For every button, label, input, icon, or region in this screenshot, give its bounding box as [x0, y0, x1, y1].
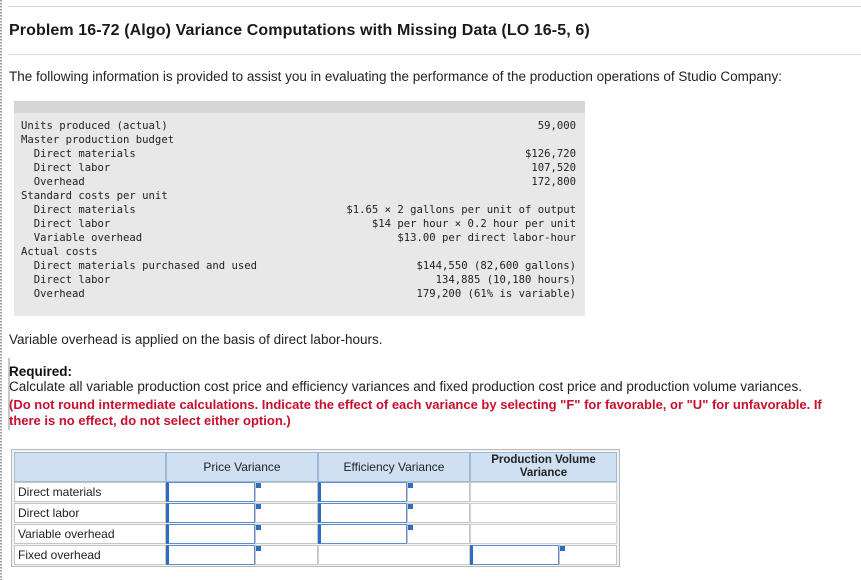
info-row — [14, 161, 585, 175]
info-value: 134,885 (10,180 hours) — [435, 274, 576, 286]
row-label-fixed-overhead: Fixed overhead — [14, 545, 166, 565]
header-blank-cell — [14, 452, 166, 482]
overhead-note: Variable overhead is applied on the basis of direct labor-hours. — [9, 332, 383, 347]
top-divider — [8, 6, 861, 7]
dm-volume-cell — [470, 482, 617, 502]
required-text: Calculate all variable production cost price and efficiency variances and fixed production cost price and production volume variances. — [9, 379, 802, 394]
info-label: Standard costs per unit — [21, 190, 168, 202]
info-row — [14, 259, 585, 273]
info-label: Direct materials — [21, 148, 136, 160]
voh-volume-cell — [470, 524, 617, 544]
info-label: Direct labor — [21, 162, 111, 174]
select-marker-icon — [408, 504, 413, 509]
required-label: Required: — [9, 364, 73, 379]
left-dotted-border — [0, 0, 2, 580]
info-row — [14, 231, 585, 245]
info-label: Overhead — [21, 176, 85, 188]
row-label-direct-labor: Direct labor — [14, 503, 166, 523]
row-label-direct-materials: Direct materials — [14, 482, 166, 502]
info-row — [14, 287, 585, 301]
foh-volume-effect-select[interactable] — [559, 545, 617, 565]
row-label-variable-overhead: Variable overhead — [14, 524, 166, 544]
info-value: $1.65 × 2 gallons per unit of output — [346, 204, 576, 216]
info-value: 172,800 — [531, 176, 576, 188]
info-label: Units produced (actual) — [21, 120, 168, 132]
header-production-volume-variance: Production Volume Variance — [470, 452, 617, 482]
info-row — [14, 133, 585, 147]
foh-efficiency-cell — [318, 545, 470, 565]
foh-price-amount-input[interactable] — [166, 545, 255, 565]
info-label: Direct materials purchased and used — [21, 260, 257, 272]
info-value: $14 per hour × 0.2 hour per unit — [371, 218, 576, 230]
info-value: $13.00 per direct labor-hour — [397, 232, 576, 244]
info-row — [14, 189, 585, 203]
info-row — [14, 119, 585, 133]
dm-price-amount-input[interactable] — [166, 482, 255, 502]
select-marker-icon — [560, 546, 565, 551]
header-efficiency-variance: Efficiency Variance — [318, 452, 470, 482]
foh-volume-amount-input[interactable] — [470, 545, 559, 565]
info-row — [14, 175, 585, 189]
voh-price-amount-input[interactable] — [166, 524, 255, 544]
info-label: Direct labor — [21, 218, 111, 230]
select-marker-icon — [408, 483, 413, 488]
dl-price-effect-select[interactable] — [255, 503, 318, 523]
info-value: $144,550 (82,600 gallons) — [416, 260, 576, 272]
select-marker-icon — [256, 483, 261, 488]
dm-price-effect-select[interactable] — [255, 482, 318, 502]
info-row — [14, 147, 585, 161]
info-label: Master production budget — [21, 134, 175, 146]
problem-title: Problem 16-72 (Algo) Variance Computations with Missing Data (LO 16-5, 6) — [9, 22, 590, 39]
info-label: Overhead — [21, 288, 85, 300]
info-label: Variable overhead — [21, 232, 143, 244]
info-row — [14, 217, 585, 231]
info-label: Actual costs — [21, 246, 98, 258]
info-label: Direct materials — [21, 204, 136, 216]
dm-efficiency-effect-select[interactable] — [407, 482, 470, 502]
select-marker-icon — [408, 525, 413, 530]
voh-efficiency-effect-select[interactable] — [407, 524, 470, 544]
info-row — [14, 273, 585, 287]
dl-price-amount-input[interactable] — [166, 503, 255, 523]
info-value: 107,520 — [531, 162, 576, 174]
dl-volume-cell — [470, 503, 617, 523]
dl-efficiency-effect-select[interactable] — [407, 503, 470, 523]
info-table — [14, 101, 585, 316]
info-value: $126,720 — [524, 148, 576, 160]
select-marker-icon — [256, 504, 261, 509]
voh-efficiency-amount-input[interactable] — [318, 524, 407, 544]
required-instructions: (Do not round intermediate calculations. Indicate the effect of each variance by selecting "F" for favorable, or "U" for unfavorable. If there is no effect, do not select either option.) — [9, 397, 822, 428]
answer-table — [11, 449, 620, 567]
intro-text: The following information is provided to assist you in evaluating the performance of the production operations of Studio Company: — [9, 69, 782, 84]
info-row — [14, 245, 585, 259]
voh-price-effect-select[interactable] — [255, 524, 318, 544]
foh-price-effect-select[interactable] — [255, 545, 318, 565]
info-value: 59,000 — [537, 120, 576, 132]
select-marker-icon — [256, 525, 261, 530]
info-value: 179,200 (61% is variable) — [416, 288, 576, 300]
title-divider — [8, 54, 861, 55]
header-price-variance: Price Variance — [166, 452, 318, 482]
select-marker-icon — [256, 546, 261, 551]
dl-efficiency-amount-input[interactable] — [318, 503, 407, 523]
info-label: Direct labor — [21, 274, 111, 286]
info-row — [14, 203, 585, 217]
dm-efficiency-amount-input[interactable] — [318, 482, 407, 502]
